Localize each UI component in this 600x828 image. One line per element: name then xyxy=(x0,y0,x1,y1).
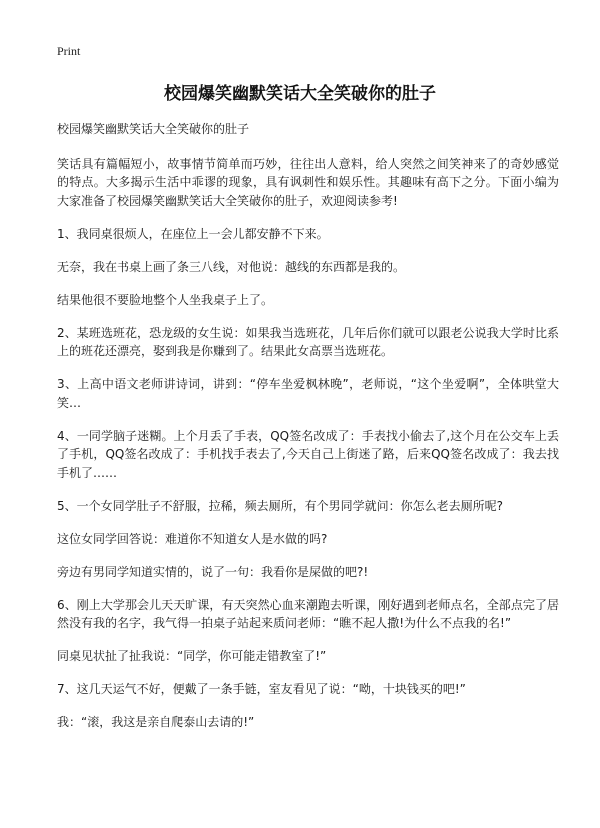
paragraph-joke-1-line-3: 结果他很不要脸地整个人坐我桌子上了。 xyxy=(57,292,274,307)
document-body xyxy=(57,120,559,746)
document-title: 校园爆笑幽默笑话大全笑破你的肚子 xyxy=(164,84,436,104)
paragraph-joke-1: 1、我同桌很烦人，在座位上一会儿都安静不下来。 xyxy=(57,226,329,241)
paragraph-joke-3: 3、上高中语文老师讲诗词，讲到：“停车坐爱枫林晚”，老师说，“这个坐爱啊”，全体哄堂大笑… xyxy=(57,377,559,410)
paragraph-joke-6-line-2: 同桌见状扯了扯我说：“同学，你可能走错教室了!” xyxy=(57,649,327,663)
paragraph-joke-2: 2、某班选班花，恐龙级的女生说：如果我当选班花，几年后你们就可以跟老公说我大学时比系上的班花还漂亮，娶到我是你赚到了。结果此女高票当选班花。 xyxy=(57,325,559,358)
paragraph-joke-5-line-2: 这位女同学回答说：难道你不知道女人是水做的吗? xyxy=(57,531,328,546)
document-subtitle: 校园爆笑幽默笑话大全笑破你的肚子 xyxy=(57,122,250,136)
print-link[interactable]: Print xyxy=(57,44,81,58)
paragraph-joke-5: 5、一个女同学肚子不舒服，拉稀，频去厕所，有个男同学就问：你怎么老去厕所呢? xyxy=(57,498,504,513)
paragraph-joke-1-line-2: 无奈，我在书桌上画了条三八线，对他说：越线的东西都是我的。 xyxy=(57,259,406,274)
paragraph-joke-7-line-2: 我：“滚，我这是亲自爬泰山去请的!” xyxy=(57,715,255,729)
paragraph-joke-7: 7、这几天运气不好，便戴了一条手链，室友看见了说：“呦，十块钱买的吧!” xyxy=(57,682,466,696)
paragraph-intro: 笑话具有篇幅短小，故事情节简单而巧妙，往往出人意料，给人突然之间笑神来了的奇妙感觉的特点。大多揭示生活中乖谬的现象，具有讽刺性和娱乐性。其趣味有高下之分。下面小编为大家准备了校园爆笑幽默笑话大全笑破你的肚子，欢迎阅读参考! xyxy=(57,156,559,208)
paragraph-joke-6: 6、刚上大学那会儿天天旷课，有天突然心血来潮跑去听课，刚好遇到老师点名，全部点完了居然没有我的名字，我气得一拍桌子站起来质问老师：“瞧不起人撒!为什么不点我的名!” xyxy=(57,597,559,630)
paragraph-joke-4: 4、一同学脑子迷糊。上个月丢了手表，QQ签名改成了：手表找小偷去了,这个月在公交车上丢了手机，QQ签名改成了：手机找手表去了,今天自己上街迷了路，后来QQ签名改成了：我去找手机了…… xyxy=(57,428,559,480)
paragraph-joke-5-line-3: 旁边有男同学知道实情的，说了一句：我看你是屎做的吧?! xyxy=(57,564,369,579)
